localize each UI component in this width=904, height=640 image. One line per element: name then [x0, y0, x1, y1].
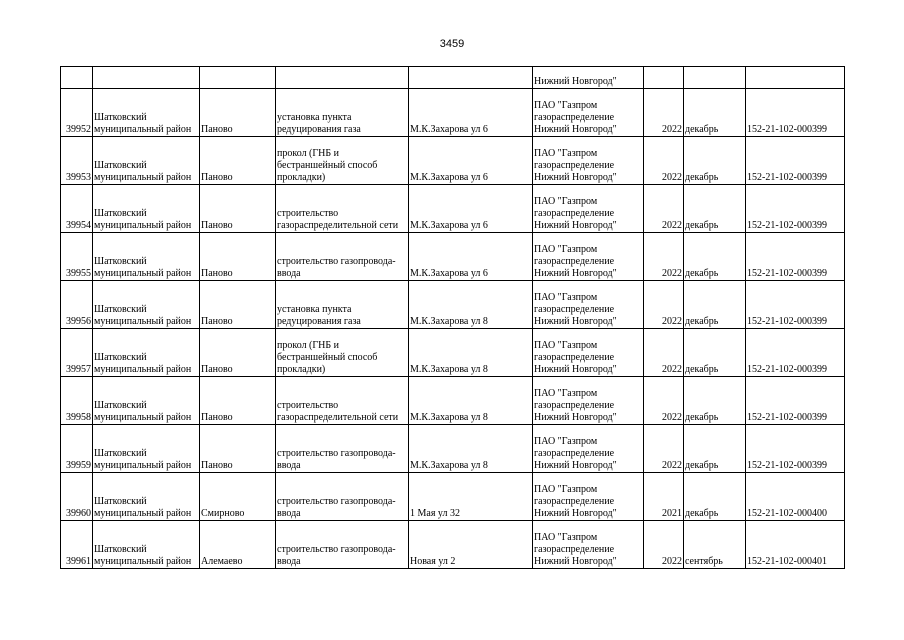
cell-owner: ПАО "Газпром газораспределение Нижний Новгород": [533, 473, 644, 521]
table-row: [61, 89, 845, 137]
cell-work: установка пункта редуцирования газа: [276, 89, 409, 137]
cell-settlement: Паново: [200, 425, 276, 473]
cell-month: декабрь: [684, 185, 746, 233]
cell-district: Шатковский муниципальный район: [93, 425, 200, 473]
cell-month: [684, 67, 746, 89]
table-row-continued: [61, 67, 845, 89]
cell-year: 2022: [644, 329, 684, 377]
cell-address: М.К.Захарова ул 8: [409, 281, 533, 329]
cell-month: декабрь: [684, 89, 746, 137]
table-row: [61, 473, 845, 521]
cell-work: строительство газопровода- ввода: [276, 233, 409, 281]
cell-address: М.К.Захарова ул 8: [409, 377, 533, 425]
cell-settlement: Паново: [200, 185, 276, 233]
cell-work: строительство газораспределительной сети: [276, 377, 409, 425]
cell-month: декабрь: [684, 281, 746, 329]
cell-district: Шатковский муниципальный район: [93, 281, 200, 329]
cell-code: 152-21-102-000399: [746, 329, 845, 377]
cell-code: [746, 67, 845, 89]
cell-code: 152-21-102-000399: [746, 377, 845, 425]
table-body: [61, 67, 845, 569]
cell-owner: ПАО "Газпром газораспределение Нижний Новгород": [533, 329, 644, 377]
cell-code: 152-21-102-000399: [746, 185, 845, 233]
cell-code: 152-21-102-000399: [746, 233, 845, 281]
cell-district: Шатковский муниципальный район: [93, 89, 200, 137]
cell-owner: ПАО "Газпром газораспределение Нижний Новгород": [533, 89, 644, 137]
cell-settlement: Паново: [200, 329, 276, 377]
table-row: [61, 425, 845, 473]
cell-address: М.К.Захарова ул 6: [409, 185, 533, 233]
cell-year: 2022: [644, 185, 684, 233]
cell-id: 39954: [61, 185, 93, 233]
cell-settlement: Паново: [200, 89, 276, 137]
cell-address: Новая ул 2: [409, 521, 533, 569]
cell-settlement: Паново: [200, 281, 276, 329]
cell-owner: ПАО "Газпром газораспределение Нижний Новгород": [533, 137, 644, 185]
cell-month: декабрь: [684, 329, 746, 377]
cell-address: М.К.Захарова ул 8: [409, 329, 533, 377]
cell-address: М.К.Захарова ул 6: [409, 233, 533, 281]
cell-settlement: Алемаево: [200, 521, 276, 569]
cell-code: 152-21-102-000400: [746, 473, 845, 521]
cell-month: сентябрь: [684, 521, 746, 569]
cell-year: 2022: [644, 281, 684, 329]
table-row: [61, 377, 845, 425]
cell-owner: ПАО "Газпром газораспределение Нижний Новгород": [533, 521, 644, 569]
cell-district: [93, 67, 200, 89]
cell-month: декабрь: [684, 377, 746, 425]
cell-work: прокол (ГНБ и бестраншейный способ прокладки): [276, 329, 409, 377]
table-row: [61, 521, 845, 569]
cell-code: 152-21-102-000399: [746, 89, 845, 137]
cell-address: [409, 67, 533, 89]
cell-id: 39960: [61, 473, 93, 521]
cell-owner: ПАО "Газпром газораспределение Нижний Новгород": [533, 233, 644, 281]
cell-work: строительство газопровода- ввода: [276, 521, 409, 569]
cell-code: 152-21-102-000401: [746, 521, 845, 569]
cell-code: 152-21-102-000399: [746, 425, 845, 473]
table-row: [61, 137, 845, 185]
cell-work: строительство газораспределительной сети: [276, 185, 409, 233]
cell-settlement: [200, 67, 276, 89]
cell-id: 39959: [61, 425, 93, 473]
cell-year: 2022: [644, 425, 684, 473]
cell-district: Шатковский муниципальный район: [93, 473, 200, 521]
cell-year: 2021: [644, 473, 684, 521]
cell-code: 152-21-102-000399: [746, 137, 845, 185]
cell-id: 39958: [61, 377, 93, 425]
cell-owner: ПАО "Газпром газораспределение Нижний Новгород": [533, 185, 644, 233]
cell-id: 39961: [61, 521, 93, 569]
cell-id: 39956: [61, 281, 93, 329]
cell-address: М.К.Захарова ул 6: [409, 89, 533, 137]
table-row: [61, 233, 845, 281]
cell-district: Шатковский муниципальный район: [93, 521, 200, 569]
cell-id: 39955: [61, 233, 93, 281]
cell-year: 2022: [644, 521, 684, 569]
cell-id: 39952: [61, 89, 93, 137]
cell-address: М.К.Захарова ул 8: [409, 425, 533, 473]
cell-owner: ПАО "Газпром газораспределение Нижний Новгород": [533, 377, 644, 425]
cell-district: Шатковский муниципальный район: [93, 377, 200, 425]
cell-month: декабрь: [684, 473, 746, 521]
cell-id: [61, 67, 93, 89]
cell-year: 2022: [644, 89, 684, 137]
cell-id: 39957: [61, 329, 93, 377]
cell-year: 2022: [644, 377, 684, 425]
cell-address: 1 Мая ул 32: [409, 473, 533, 521]
cell-work: строительство газопровода- ввода: [276, 473, 409, 521]
cell-year: [644, 67, 684, 89]
cell-owner: ПАО "Газпром газораспределение Нижний Новгород": [533, 425, 644, 473]
cell-settlement: Паново: [200, 137, 276, 185]
cell-settlement: Паново: [200, 233, 276, 281]
cell-code: 152-21-102-000399: [746, 281, 845, 329]
cell-district: Шатковский муниципальный район: [93, 233, 200, 281]
cell-owner: Нижний Новгород": [533, 67, 644, 89]
cell-settlement: Паново: [200, 377, 276, 425]
cell-owner: ПАО "Газпром газораспределение Нижний Новгород": [533, 281, 644, 329]
cell-month: декабрь: [684, 233, 746, 281]
cell-settlement: Смирново: [200, 473, 276, 521]
cell-district: Шатковский муниципальный район: [93, 137, 200, 185]
cell-address: М.К.Захарова ул 6: [409, 137, 533, 185]
cell-id: 39953: [61, 137, 93, 185]
records-table: [60, 66, 845, 569]
cell-district: Шатковский муниципальный район: [93, 329, 200, 377]
cell-district: Шатковский муниципальный район: [93, 185, 200, 233]
cell-year: 2022: [644, 233, 684, 281]
cell-work: прокол (ГНБ и бестраншейный способ прокладки): [276, 137, 409, 185]
cell-month: декабрь: [684, 137, 746, 185]
table-row: [61, 329, 845, 377]
cell-month: декабрь: [684, 425, 746, 473]
cell-work: установка пункта редуцирования газа: [276, 281, 409, 329]
cell-year: 2022: [644, 137, 684, 185]
cell-work: [276, 67, 409, 89]
cell-work: строительство газопровода- ввода: [276, 425, 409, 473]
table-row: [61, 281, 845, 329]
table-row: [61, 185, 845, 233]
page-number: 3459: [439, 38, 465, 50]
